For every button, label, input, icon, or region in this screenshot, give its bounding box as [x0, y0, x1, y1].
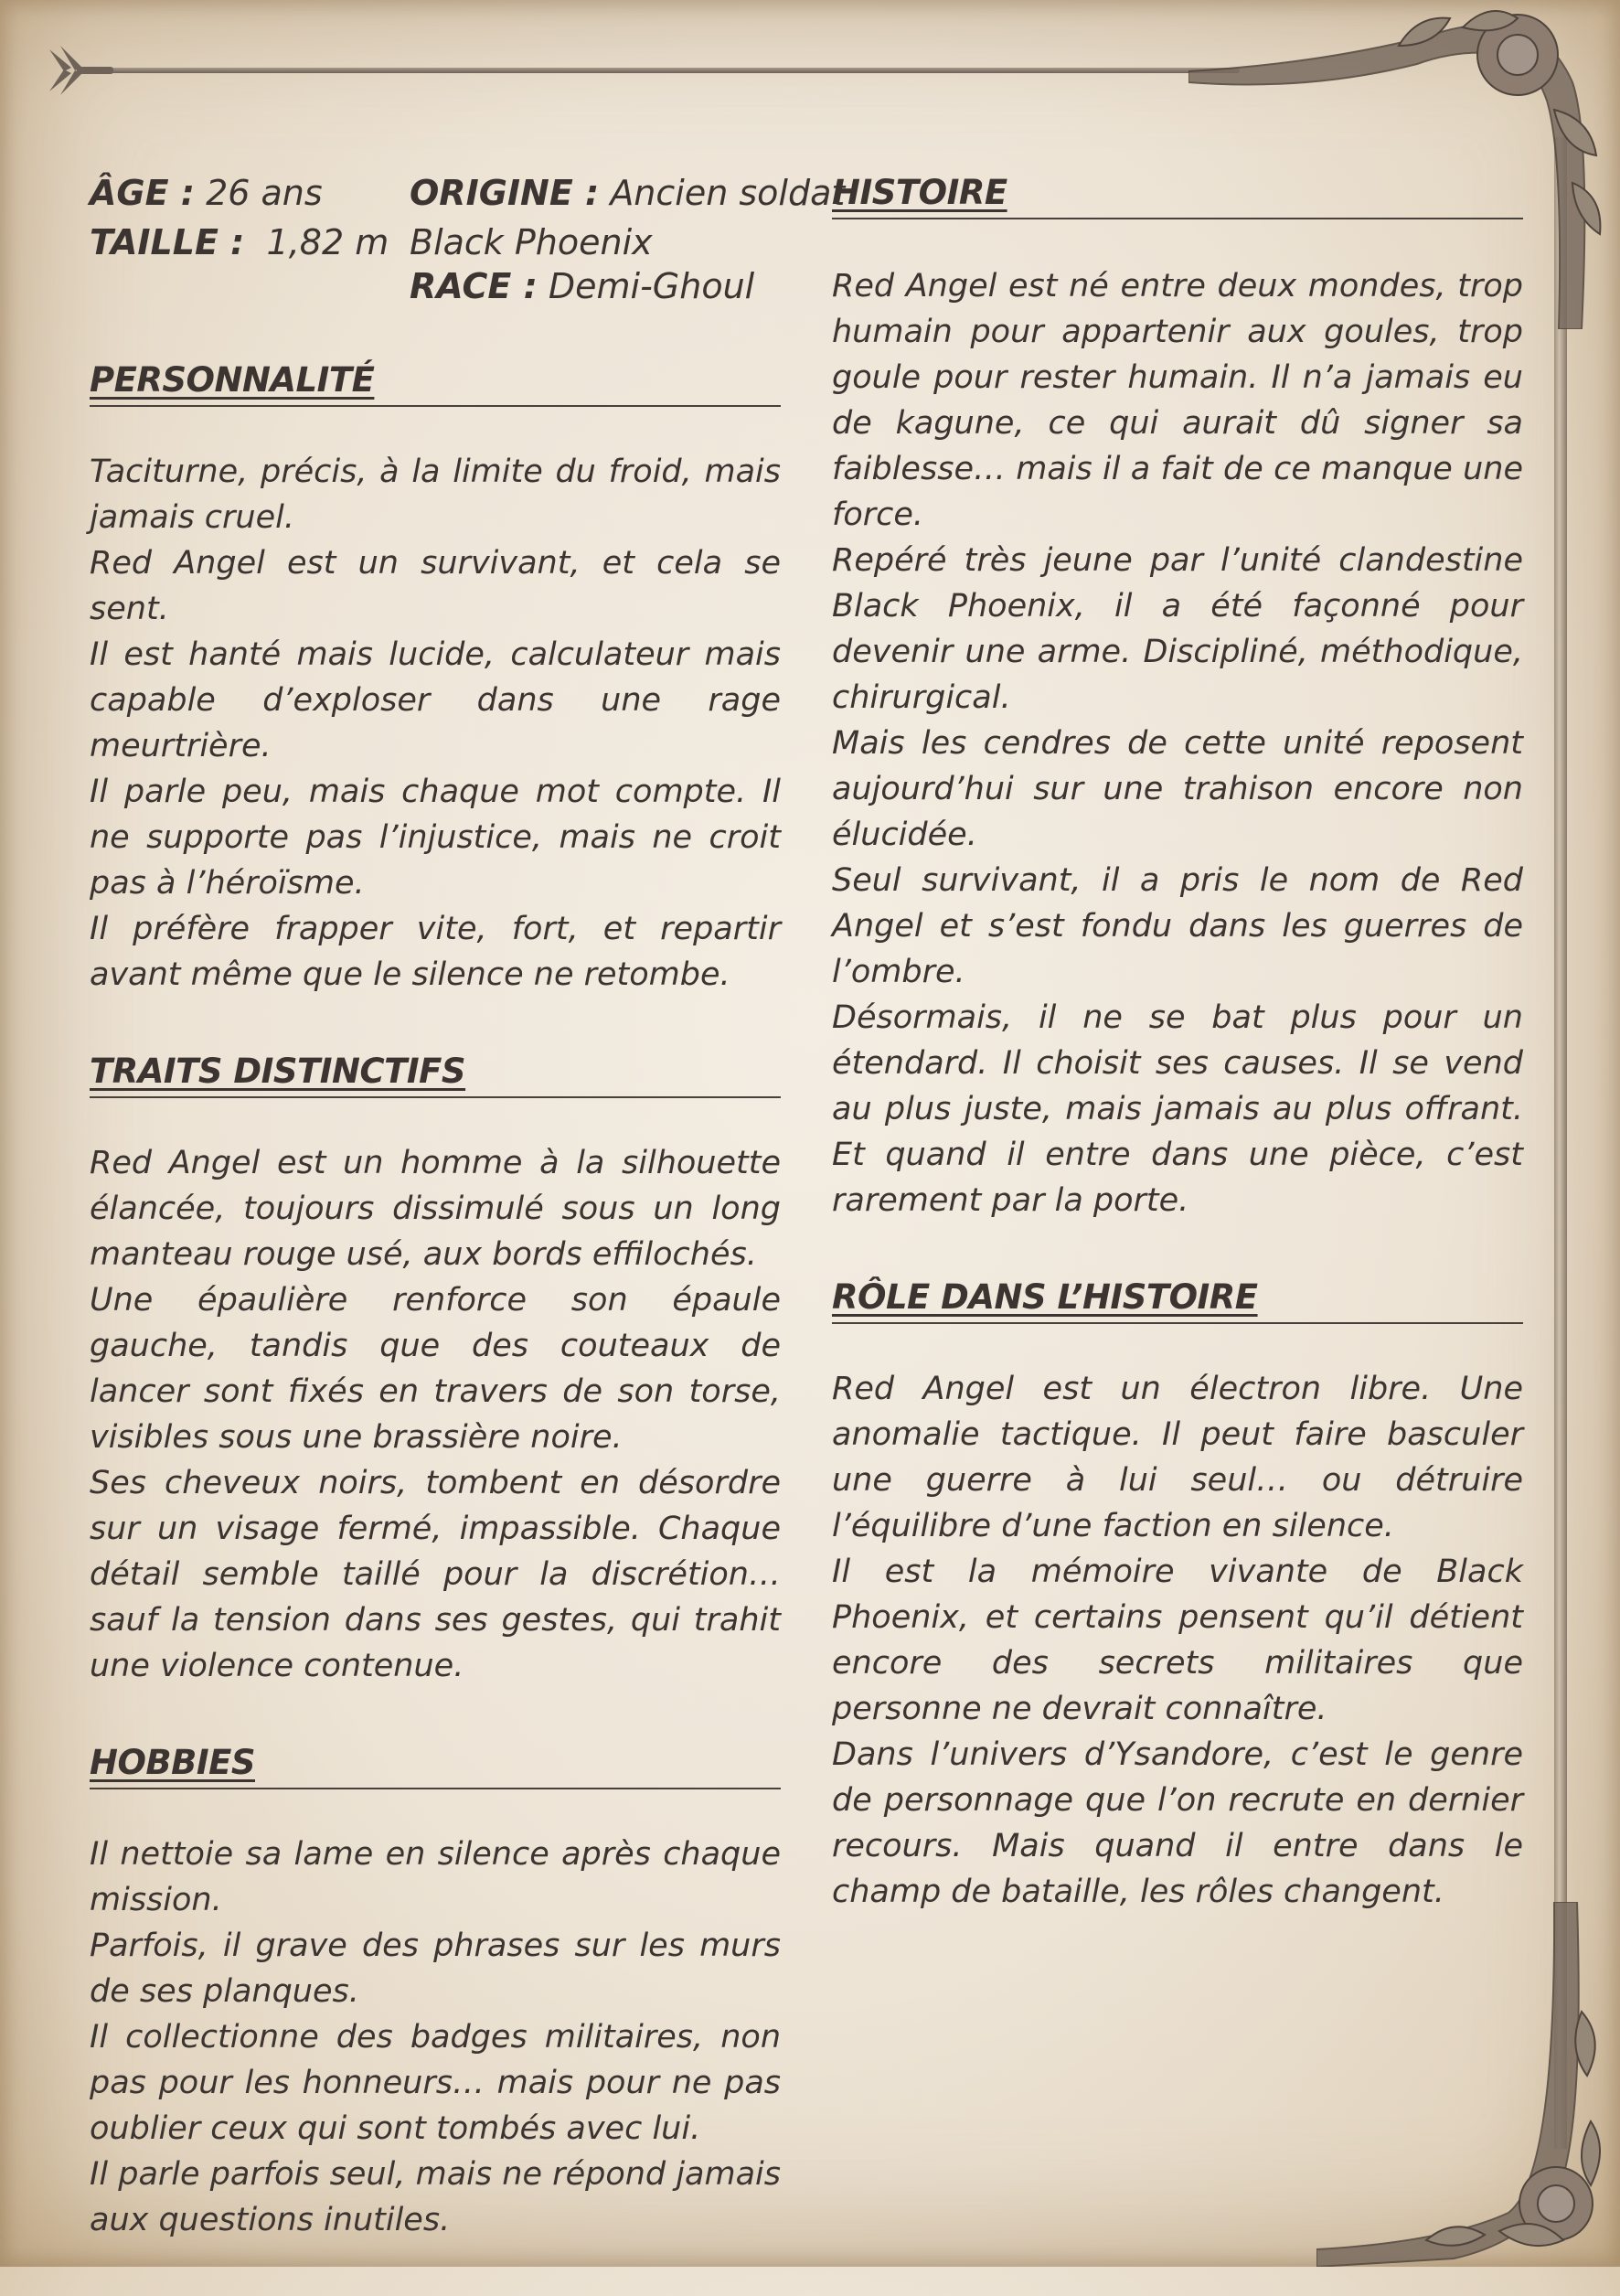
paragraph: Mais les cendres de cette unité reposent aujourd’hui sur une trahison encore non élucidée. [832, 725, 1523, 853]
paragraph: Red Angel est un homme à la silhouette élancée, toujours dissimulé sous un long manteau rouge usé, aux bords effilochés. [90, 1145, 781, 1273]
personnalite-section [90, 359, 781, 998]
role-section [832, 1276, 1523, 1915]
paragraph: Il collectionne des badges militaires, non pas pour les honneurs… mais pour ne pas oublier ceux qui sont tombés avec lui. [90, 2019, 781, 2147]
origine-value-line1: Ancien soldat [610, 173, 846, 213]
role-body [832, 1366, 1523, 1915]
traits-heading: TRAITS DISTINCTIFS [90, 1051, 781, 1098]
paragraph: Une épaulière renforce son épaule gauche, tandis que des couteaux de lancer sont fixés en travers de son torse, visibles sous une brassière noire. [90, 1282, 781, 1456]
origine-stat-line2 [410, 218, 653, 267]
age-value: 26 ans [206, 173, 323, 213]
paragraph: Red Angel est né entre deux mondes, trop humain pour appartenir aux goules, trop goule pour rester humain. Il n’a jamais eu de kagune, ce qui aurait dû signer sa faiblesse… mais il a fait de ce manque une force. [832, 268, 1523, 533]
paragraph: Repéré très jeune par l’unité clandestine Black Phoenix, il a été façonné pour devenir une arme. Discipliné, méthodique, chirurgical. [832, 542, 1523, 716]
paragraph: Il préfère frapper vite, fort, et repartir avant même que le silence ne retombe. [90, 911, 781, 993]
traits-section [90, 1051, 781, 1689]
paragraph: Désormais, il ne se bat plus pour un étendard. Il choisit ses causes. Il se vend au plus juste, mais jamais au plus offrant. Et quand il entre dans une pièce, c’est rarement par la porte. [832, 999, 1523, 1219]
race-value: Demi-Ghoul [548, 266, 755, 306]
origine-stat [410, 168, 845, 218]
histoire-section [832, 172, 1523, 1223]
hobbies-section [90, 1742, 781, 2243]
taille-label: TAILLE : [90, 222, 245, 262]
race-stat [410, 262, 754, 311]
paragraph: Red Angel est un électron libre. Une anomalie tactique. Il peut faire basculer une guerre à lui seul… ou détruire l’équilibre d’une faction en silence. [832, 1371, 1523, 1544]
histoire-body [832, 263, 1523, 1223]
right-column [832, 163, 1523, 1968]
paragraph: Seul survivant, il a pris le nom de Red Angel et s’est fondu dans les guerres de l’ombre. [832, 862, 1523, 990]
histoire-heading: HISTOIRE [832, 172, 1523, 219]
paragraph: Dans l’univers d’Ysandore, c’est le genre de personnage que l’on recrute en dernier recours. Mais quand il entre dans le champ de bataille, les rôles changent. [832, 1736, 1523, 1910]
paragraph: Il parle peu, mais chaque mot compte. Il ne supporte pas l’injustice, mais ne croit pas à l’héroïsme. [90, 774, 781, 902]
paragraph: Taciturne, précis, à la limite du froid, mais jamais cruel. [90, 454, 781, 536]
paragraph: Il nettoie sa lame en silence après chaque mission. [90, 1836, 781, 1918]
right-frame-bar [1554, 137, 1567, 2149]
paragraph: Il est hanté mais lucide, calculateur mais capable d’exploser dans une rage meurtrière. [90, 636, 781, 764]
age-label: ÂGE : [90, 173, 195, 213]
paragraph: Red Angel est un survivant, et cela se sent. [90, 545, 781, 627]
personnalite-body [90, 449, 781, 998]
arrow-fletching-icon [40, 40, 113, 101]
left-column [90, 163, 846, 2296]
paragraph: Parfois, il grave des phrases sur les murs de ses planques. [90, 1928, 781, 2010]
paragraph: Il parle parfois seul, mais ne répond jamais aux questions inutiles. [90, 2156, 781, 2238]
origine-value-line2: Black Phoenix [410, 222, 653, 262]
race-label: RACE : [410, 266, 538, 306]
top-arrow-rule [88, 68, 1240, 73]
character-stats [90, 163, 846, 359]
paragraph: Il est la mémoire vivante de Black Phoenix, et certains pensent qu’il détient encore des secrets militaires que personne ne devrait connaître. [832, 1554, 1523, 1727]
origine-label: ORIGINE : [410, 173, 600, 213]
hobbies-body [90, 1831, 781, 2243]
personnalite-heading: PERSONNALITÉ [90, 359, 781, 407]
taille-value: 1,82 m [266, 222, 389, 262]
paragraph: Ses cheveux noirs, tombent en désordre sur un visage fermé, impassible. Chaque détail semble taillé pour la discrétion… sauf la tension dans ses gestes, qui trahit une violence contenue. [90, 1465, 781, 1684]
taille-stat [90, 218, 389, 267]
hobbies-heading: HOBBIES [90, 1742, 781, 1789]
age-stat [90, 168, 323, 218]
role-heading: RÔLE DANS L’HISTOIRE [832, 1276, 1523, 1324]
traits-body [90, 1140, 781, 1689]
